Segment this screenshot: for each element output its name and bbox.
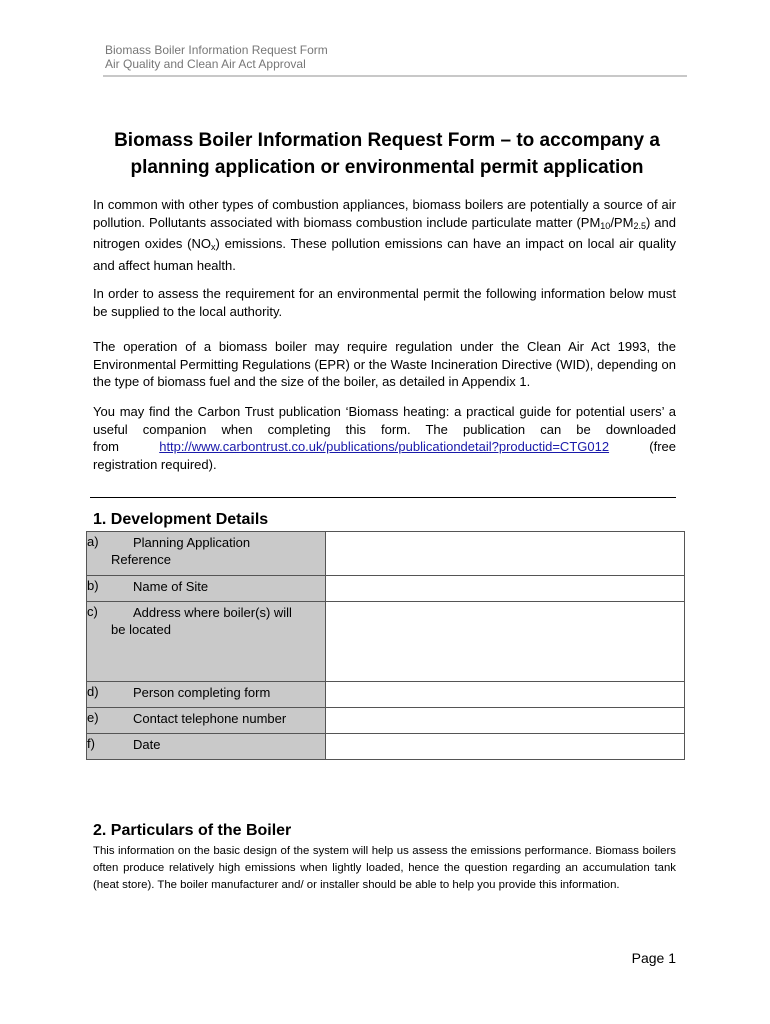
site-name-field[interactable]	[326, 576, 685, 602]
table-row: a) Planning Application Reference	[87, 532, 685, 576]
intro-paragraph-3: The operation of a biomass boiler may require regulation under the Clean Air Act 1993, the Environmental Permitting Regulations (EPR) or the Waste Incineration Directive (WID), depending on the type of biomass fuel and the size of the boiler, as detailed in Appendix 1.	[93, 339, 676, 390]
table-row: c) Address where boiler(s) will be located	[87, 602, 685, 682]
planning-reference-field[interactable]	[326, 532, 685, 576]
intro-paragraph-1: In common with other types of combustion appliances, biomass boilers are potentially a source of air pollution. Pollutants associated with biomass combustion include particulate matter $(PM_{10}/PM_{2.5})$ and nitrogen oxides $(NO_x)$ emissions. These pollution emissions can have an impact on local air quality and affect human health.	[93, 197, 676, 273]
person-completing-field[interactable]	[326, 682, 685, 708]
running-header	[105, 43, 328, 71]
header-divider	[103, 75, 687, 77]
table-row: d) Person completing form	[87, 682, 685, 708]
table-row: f) Date	[87, 734, 685, 760]
intro-paragraph-2: In order to assess the requirement for an environmental permit the following information below must be supplied to the local authority.	[93, 286, 676, 319]
page-title: Biomass Boiler Information Request Form – to accompany a planning application or environmental permit application	[114, 130, 660, 178]
header-line-1: Biomass Boiler Information Request Form	[105, 43, 328, 57]
table-row: e) Contact telephone number	[87, 708, 685, 734]
section-1-heading: 1. Development Details	[93, 511, 269, 528]
date-field[interactable]	[326, 734, 685, 760]
boiler-address-field[interactable]	[326, 602, 685, 682]
header-line-2: Air Quality and Clean Air Act Approval	[105, 57, 306, 71]
intro-paragraph-4: You may find the Carbon Trust publication ‘Biomass heating: a practical guide for potential users’ a useful companion when completing this form. The publication can be downloaded from http://www.carbontrust.co.uk/publications/publicationdetail?productid=CTG012 (free registration required).	[93, 404, 677, 472]
page-number: Page 1	[631, 950, 676, 966]
section-divider	[90, 497, 676, 498]
development-details-table	[86, 531, 685, 760]
carbon-trust-link[interactable]: http://www.carbontrust.co.uk/publications/publicationdetail?productid=CTG012	[159, 439, 610, 455]
section-2-paragraph: This information on the basic design of the system will help us assess the emissions performance. Biomass boilers often produce relatively high emissions when lightly loaded, hence the question regarding an accumulation tank (heat store). The boiler manufacturer and/ or installer should be able to help you provide this information.	[93, 845, 676, 891]
table-row: b) Name of Site	[87, 576, 685, 602]
section-2-heading: 2. Particulars of the Boiler	[93, 822, 292, 839]
contact-telephone-field[interactable]	[326, 708, 685, 734]
